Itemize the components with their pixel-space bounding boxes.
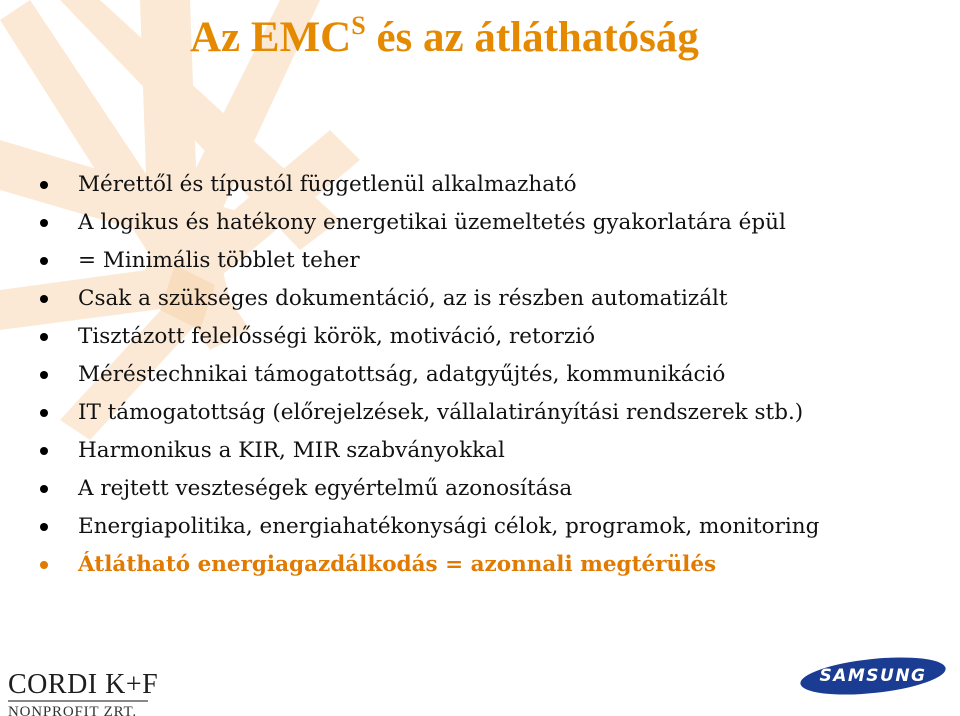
bullet-dot-icon (40, 523, 48, 531)
page-title (190, 8, 699, 68)
bullet-dot-icon (40, 371, 48, 379)
highlight-text: Átlátható energiagazdálkodás = azonnali megtérülés (78, 552, 717, 577)
list-item-text: IT támogatottság (előrejelzések, vállalatirányítási rendszerek stb.) (78, 400, 804, 425)
bullet-list (36, 166, 948, 584)
samsung-logo (798, 656, 948, 696)
list-item-text: A logikus és hatékony energetikai üzemeltetés gyakorlatára épül (78, 210, 786, 235)
list-item (36, 394, 948, 432)
samsung-wordmark: SAMSUNG (819, 666, 927, 686)
cordi-divider (8, 700, 148, 702)
cordi-name: CORDI K+F (8, 669, 159, 700)
list-item (36, 204, 948, 242)
bullet-dot-icon (40, 181, 48, 189)
list-item-text: = Minimális többlet teher (78, 248, 360, 273)
list-item (36, 242, 948, 280)
list-item (36, 280, 948, 318)
title-tail: és az átláthatóság (365, 14, 699, 61)
title-superscript: S (351, 11, 366, 40)
bullet-dot-icon (40, 447, 48, 455)
list-item (36, 356, 948, 394)
list-item-text: Energiapolitika, energiahatékonysági célok, programok, monitoring (78, 514, 820, 539)
list-item (36, 166, 948, 204)
list-item-text: Csak a szükséges dokumentáció, az is részben automatizált (78, 286, 728, 311)
highlight-list-item (36, 546, 948, 584)
list-item-text: Méréstechnikai támogatottság, adatgyűjtés, kommunikáció (78, 362, 726, 387)
bullet-dot-icon (40, 333, 48, 341)
list-item-text: Tisztázott felelősségi körök, motiváció, retorzió (78, 324, 596, 349)
list-item (36, 432, 948, 470)
cordi-subtitle: NONPROFIT ZRT. (8, 704, 137, 716)
list-item (36, 470, 948, 508)
bullet-dot-icon (40, 219, 48, 227)
bullet-dot-icon (40, 485, 48, 493)
bullet-dot-icon (40, 295, 48, 303)
list-item-text: Mérettől és típustól függetlenül alkalmazható (78, 172, 577, 197)
list-item-text: Harmonikus a KIR, MIR szabványokkal (78, 438, 505, 463)
list-item-text: A rejtett veszteségek egyértelmű azonosítása (78, 476, 573, 501)
bullet-dot-icon (40, 561, 48, 569)
bullet-dot-icon (40, 409, 48, 417)
title-main: Az EMC (190, 14, 352, 61)
list-item (36, 318, 948, 356)
bullet-dot-icon (40, 257, 48, 265)
cordi-logo (0, 660, 220, 716)
list-item (36, 508, 948, 546)
